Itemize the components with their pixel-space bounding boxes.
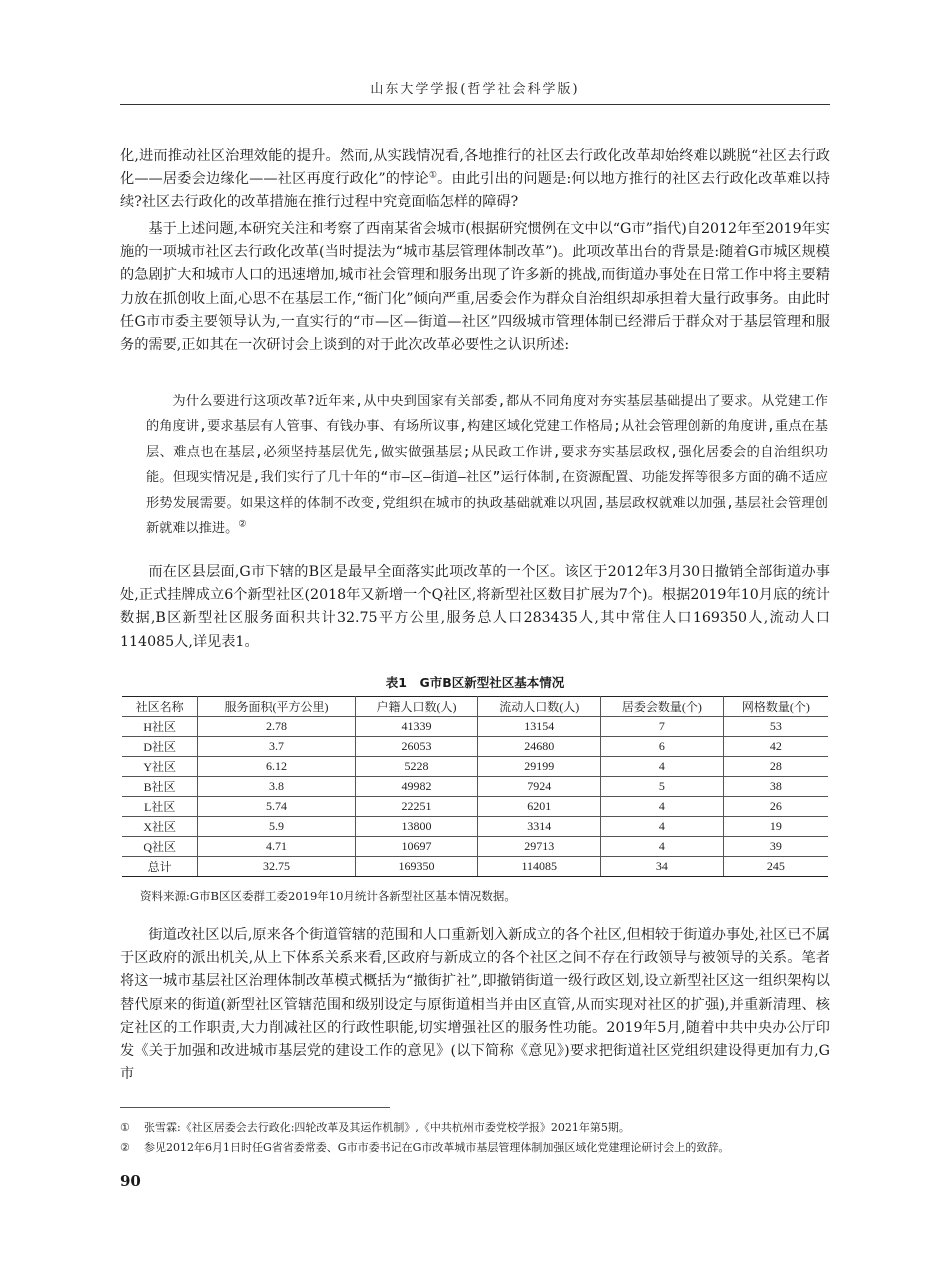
- table-row: [122, 817, 828, 837]
- table-cell: 42: [723, 737, 828, 757]
- paragraph-1-text: 化,进而推动社区治理效能的提升。然而,从实践情况看,各地推行的社区去行政化改革却始终难以跳脱“社区去行政化——居委会边缘化——社区再度行政化”的悖论: [120, 148, 830, 188]
- table-cell: D社区: [122, 737, 198, 757]
- table-cell: 39: [723, 837, 828, 857]
- table-cell: 4: [601, 817, 724, 837]
- footnote-text: 张雪霖:《社区居委会去行政化:四轮改革及其运作机制》,《中共杭州市委党校学报》2021年第5期。: [144, 1121, 630, 1134]
- table-cell: 5228: [355, 757, 478, 777]
- table-cell: 6.12: [198, 757, 355, 777]
- table-cell: 49982: [355, 777, 478, 797]
- community-table: [122, 696, 828, 877]
- footnote-ref-2[interactable]: ②: [238, 519, 247, 530]
- table-cell: 245: [723, 857, 828, 877]
- table-cell: 2.78: [198, 717, 355, 737]
- table-cell: 22251: [355, 797, 478, 817]
- footnote-rule: [120, 1107, 390, 1108]
- block-quote-text: 为什么要进行这项改革?近年来,从中央到国家有关部委,都从不同角度对夯实基层基础提出了要求。从党建工作的角度讲,要求基层有人管事、有钱办事、有场所议事,构建区域化党建工作格局;从社会管理创新的角度讲,重点在基层、难点也在基层,必须坚持基层优先,做实做强基层;从民政工作讲,要求夯实基层政权,强化居委会的自治组织功能。但现实情况是,我们实行了几十年的“市—区—街道—社区”运行体制,在资源配置、功能发挥等很多方面的确不适应形势发展需要。如果这样的体制不改变,党组织在城市的执政基础就难以巩固,基层政权就难以加强,基层社会管理创新就难以推进。: [146, 394, 828, 537]
- footnote-ref-1[interactable]: ①: [428, 170, 438, 181]
- page-number: 90: [120, 1172, 141, 1190]
- footnote-text: 参见2012年6月1日时任G省省委常委、G市市委书记在G市改革城市基层管理体制加强区域化党建理论研讨会上的致辞。: [144, 1141, 730, 1154]
- table-header: 流动人口数(人): [478, 697, 601, 717]
- table-cell: 114085: [478, 857, 601, 877]
- table-caption: 表1 G市B区新型社区基本情况: [385, 675, 565, 690]
- table-cell: 4.71: [198, 837, 355, 857]
- table-cell: 29713: [478, 837, 601, 857]
- table-row: [122, 737, 828, 757]
- paragraph-3-text: 而在区县层面,G市下辖的B区是最早全面落实此项改革的一个区。该区于2012年3月30日撤销全部街道办事处,正式挂牌成立6个新型社区(2018年又新增一个Q社区,将新型社区数目扩展为7个)。根据2019年10月底的统计数据,B区新型社区服务面积共计32.75平方公里,服务总人口283435人,其中常住人口169350人,流动人口114085人,详见表1。: [120, 564, 830, 650]
- table-cell: 7: [601, 717, 724, 737]
- block-quote: [146, 389, 828, 541]
- paragraph-1-tail: 。由此引出的问题是:何以地方推行的社区去行政化改革难以持续?社区去行政化的改革措施在推行过程中究竟面临怎样的障碍?: [120, 171, 830, 211]
- table-cell: Y社区: [122, 757, 198, 777]
- table-source-note: 资料来源:G市B区区委群工委2019年10月统计各新型社区基本情况数据。: [140, 889, 516, 903]
- table-cell: 总计: [122, 857, 198, 877]
- footnote-1: [120, 1118, 840, 1138]
- paragraph-3: [120, 561, 830, 654]
- table-cell: 3314: [478, 817, 601, 837]
- table-cell: 5.9: [198, 817, 355, 837]
- table-cell: 3.7: [198, 737, 355, 757]
- table-cell: 5: [601, 777, 724, 797]
- table-cell: 6201: [478, 797, 601, 817]
- table-cell: 5.74: [198, 797, 355, 817]
- table-row: [122, 717, 828, 737]
- table-cell: H社区: [122, 717, 198, 737]
- table-header: 户籍人口数(人): [355, 697, 478, 717]
- footnote-number: ②: [120, 1141, 130, 1154]
- footnotes: [120, 1118, 840, 1158]
- table-cell: 13154: [478, 717, 601, 737]
- paragraph-4: [120, 924, 830, 1086]
- table-cell: B社区: [122, 777, 198, 797]
- table-cell: 169350: [355, 857, 478, 877]
- table-cell: 24680: [478, 737, 601, 757]
- table-row: [122, 777, 828, 797]
- table-cell: 26: [723, 797, 828, 817]
- table-cell: 32.75: [198, 857, 355, 877]
- table-cell: 10697: [355, 837, 478, 857]
- table-cell: 4: [601, 837, 724, 857]
- table-cell: L社区: [122, 797, 198, 817]
- table-row: [122, 757, 828, 777]
- table-cell: 6: [601, 737, 724, 757]
- table-cell: 13800: [355, 817, 478, 837]
- table-cell: 4: [601, 757, 724, 777]
- table-header: 社区名称: [122, 697, 198, 717]
- table-row: [122, 837, 828, 857]
- table-cell: Q社区: [122, 837, 198, 857]
- table-row: [122, 797, 828, 817]
- table-header: 居委会数量(个): [601, 697, 724, 717]
- table-header-row: [122, 697, 828, 717]
- footnote-2: [120, 1138, 840, 1158]
- table-cell: 7924: [478, 777, 601, 797]
- paragraph-4-text: 街道改社区以后,原来各个街道管辖的范围和人口重新划入新成立的各个社区,但相较于街道办事处,社区已不属于区政府的派出机关,从上下体系关系来看,区政府与新成立的各个社区之间不存在行政领导与被领导的关系。笔者将这一城市基层社区治理体制改革模式概括为“撤街扩社”,即撤销街道一级行政区划,设立新型社区这一组织架构以替代原来的街道(新型社区管辖范围和级别设定与原街道相当并由区直管,从而实现对社区的扩强),并重新清理、核定社区的工作职责,大力削减社区的行政性职能,切实增强社区的服务性功能。2019年5月,随着中共中央办公厅印发《关于加强和改进城市基层党的建设工作的意见》(以下简称《意见》)要求把街道社区党组织建设得更加有力,G市: [120, 927, 830, 1083]
- journal-header: 山东大学学报(哲学社会科学版): [370, 82, 580, 97]
- table-cell: 38: [723, 777, 828, 797]
- table-cell: 4: [601, 797, 724, 817]
- footnote-number: ①: [120, 1121, 130, 1134]
- table-cell: 29199: [478, 757, 601, 777]
- table-cell: 26053: [355, 737, 478, 757]
- table-header: 网格数量(个): [723, 697, 828, 717]
- table-header: 服务面积(平方公里): [198, 697, 355, 717]
- table-cell: X社区: [122, 817, 198, 837]
- paragraph-2-text: 基于上述问题,本研究关注和考察了西南某省会城市(根据研究惯例在文中以“G市”指代)自2012年至2019年实施的一项城市社区去行政化改革(当时提法为“城市基层管理体制改革”)。此项改革出台的背景是:随着G市城区规模的急剧扩大和城市人口的迅速增加,城市社会管理和服务出现了许多新的挑战,而街道办事处在日常工作中将主要精力放在抓创收上面,心思不在基层工作,“衙门化”倾向严重,居委会作为群众自治组织却承担着大量行政事务。由此时任G市市委主要领导认为,一直实行的“市—区—街道—社区”四级城市管理体制已经滞后于群众对于基层管理和服务的需要,正如其在一次研讨会上谈到的对于此次改革必要性之认识所述:: [120, 221, 830, 354]
- paragraph-2: [120, 218, 830, 357]
- table-cell: 53: [723, 717, 828, 737]
- table-cell: 3.8: [198, 777, 355, 797]
- table-cell: 34: [601, 857, 724, 877]
- table-cell: 41339: [355, 717, 478, 737]
- paragraph-1: [120, 145, 830, 215]
- table-total-row: [122, 857, 828, 877]
- header-rule: [120, 104, 830, 105]
- table-cell: 28: [723, 757, 828, 777]
- table-cell: 19: [723, 817, 828, 837]
